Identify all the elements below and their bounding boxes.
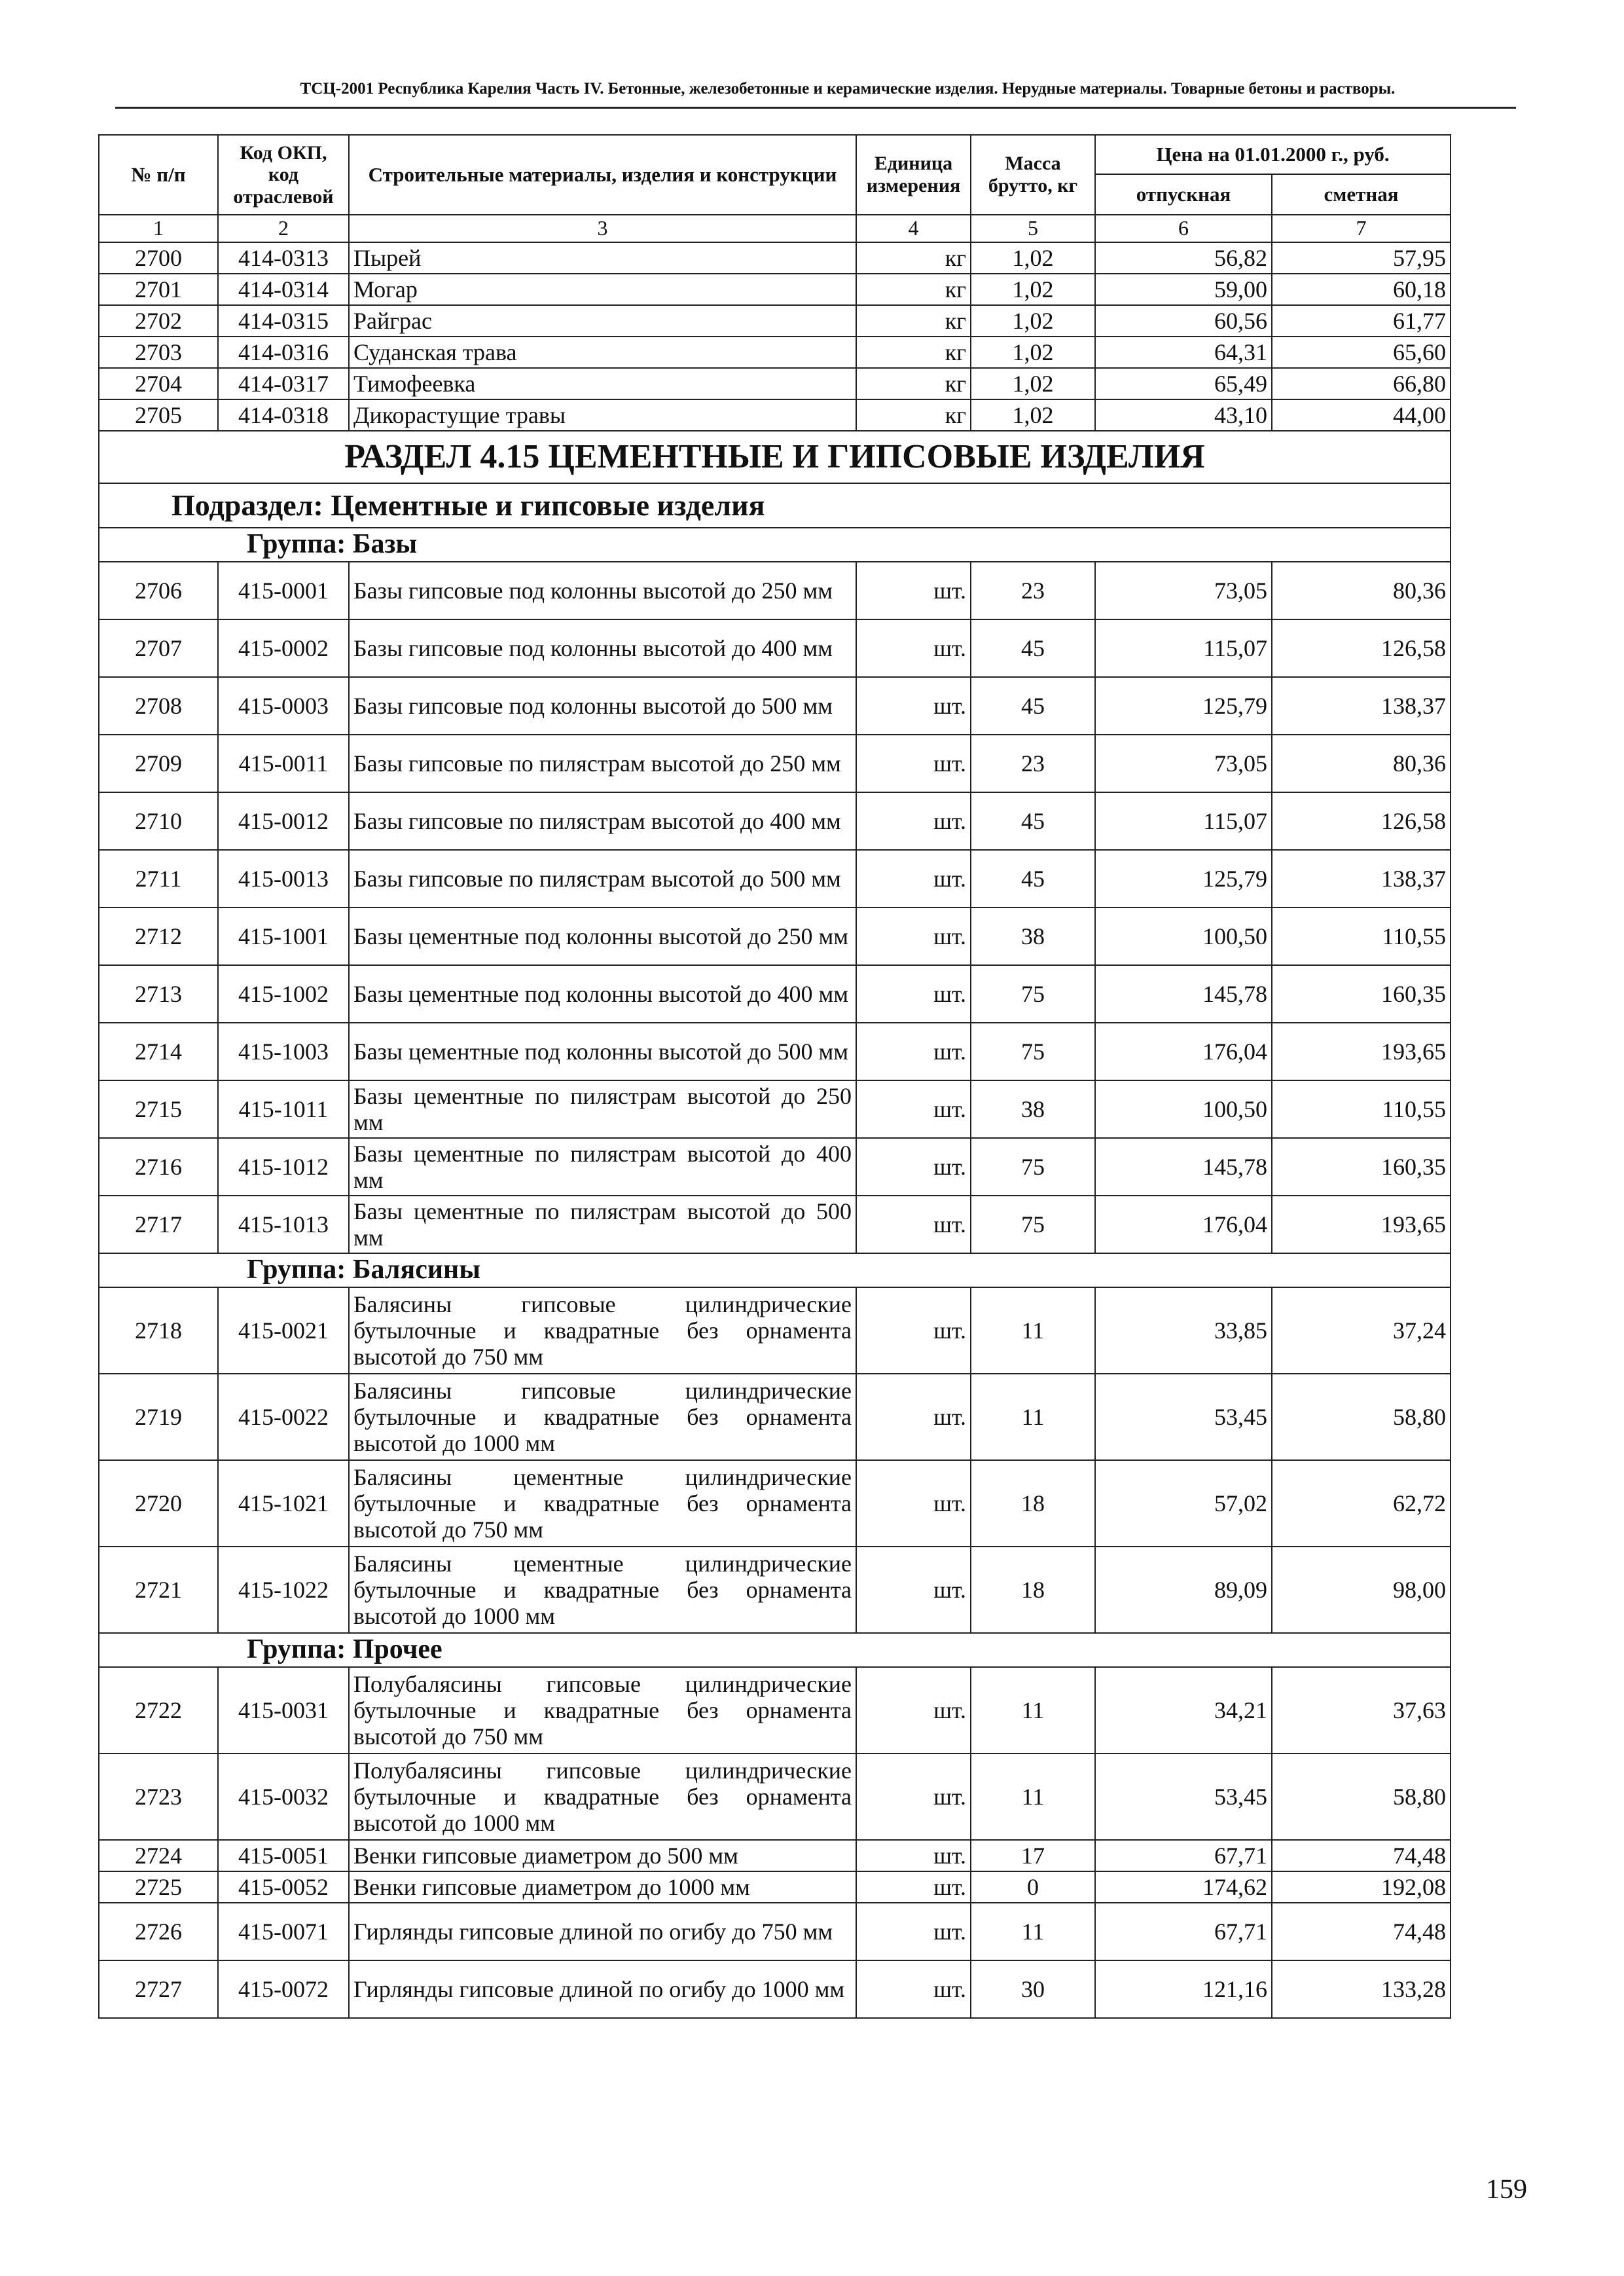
item-name: Гирлянды гипсовые длиной по огибу до 1000 мм — [349, 1960, 856, 2018]
item-unit: кг — [856, 305, 971, 337]
item-number: 2706 — [99, 562, 218, 619]
table-row — [99, 792, 1451, 850]
item-price-release: 121,16 — [1095, 1960, 1272, 2018]
item-price-release: 43,10 — [1095, 399, 1272, 431]
item-price-estimate: 44,00 — [1272, 399, 1451, 431]
item-name: Полубалясины гипсовые цилиндрические бутылочные и квадратные без орнамента высотой до 1000 мм — [349, 1753, 856, 1840]
item-price-estimate: 37,63 — [1272, 1667, 1451, 1753]
item-price-estimate: 65,60 — [1272, 337, 1451, 368]
col-header-price-group: Цена на 01.01.2000 г., руб. — [1095, 135, 1451, 174]
item-unit: шт. — [856, 1840, 971, 1871]
item-price-release: 33,85 — [1095, 1287, 1272, 1374]
item-name: Базы гипсовые по пилястрам высотой до 400 мм — [349, 792, 856, 850]
item-name: Балясины цементные цилиндрические бутылочные и квадратные без орнамента высотой до 750 мм — [349, 1460, 856, 1547]
item-number: 2701 — [99, 274, 218, 305]
item-unit: кг — [856, 242, 971, 274]
item-price-release: 115,07 — [1095, 619, 1272, 677]
item-name: Балясины гипсовые цилиндрические бутылочные и квадратные без орнамента высотой до 750 мм — [349, 1287, 856, 1374]
item-price-estimate: 193,65 — [1272, 1196, 1451, 1253]
item-mass: 75 — [971, 965, 1095, 1023]
item-price-release: 59,00 — [1095, 274, 1272, 305]
item-unit: шт. — [856, 965, 971, 1023]
item-price-release: 89,09 — [1095, 1547, 1272, 1633]
item-code: 415-1021 — [218, 1460, 349, 1547]
table-row — [99, 562, 1451, 619]
col-number: 7 — [1272, 215, 1451, 242]
item-price-release: 125,79 — [1095, 677, 1272, 735]
group-title-row — [99, 528, 1451, 562]
item-unit: шт. — [856, 735, 971, 792]
item-name: Базы гипсовые под колонны высотой до 500 мм — [349, 677, 856, 735]
item-price-estimate: 193,65 — [1272, 1023, 1451, 1080]
item-price-release: 53,45 — [1095, 1753, 1272, 1840]
table-row — [99, 1023, 1451, 1080]
item-number: 2724 — [99, 1840, 218, 1871]
table-body — [99, 242, 1451, 2018]
item-price-release: 145,78 — [1095, 965, 1272, 1023]
running-title: ТСЦ-2001 Республика Карелия Часть IV. Бетонные, железобетонные и керамические изделия. Нерудные материалы. Товарные бетоны и растворы. — [300, 80, 1396, 98]
item-mass: 1,02 — [971, 368, 1095, 399]
item-unit: шт. — [856, 1196, 971, 1253]
item-price-estimate: 160,35 — [1272, 1138, 1451, 1196]
table-row — [99, 619, 1451, 677]
item-unit: шт. — [856, 1903, 971, 1960]
item-code: 415-1022 — [218, 1547, 349, 1633]
item-name: Пырей — [349, 242, 856, 274]
item-price-release: 174,62 — [1095, 1871, 1272, 1903]
item-mass: 38 — [971, 1080, 1095, 1138]
col-header-price-release: отпускная — [1095, 174, 1272, 215]
item-number: 2702 — [99, 305, 218, 337]
item-name: Базы цементные под колонны высотой до 250 мм — [349, 908, 856, 965]
table-row — [99, 1374, 1451, 1460]
item-price-estimate: 110,55 — [1272, 1080, 1451, 1138]
item-name: Базы гипсовые под колонны высотой до 250 мм — [349, 562, 856, 619]
table-row — [99, 274, 1451, 305]
table-row — [99, 368, 1451, 399]
item-number: 2718 — [99, 1287, 218, 1374]
item-code: 415-0022 — [218, 1374, 349, 1460]
table-row — [99, 850, 1451, 908]
item-price-release: 60,56 — [1095, 305, 1272, 337]
item-price-release: 56,82 — [1095, 242, 1272, 274]
item-unit: шт. — [856, 1374, 971, 1460]
item-price-estimate: 138,37 — [1272, 850, 1451, 908]
item-price-release: 176,04 — [1095, 1196, 1272, 1253]
table-row — [99, 242, 1451, 274]
item-price-release: 64,31 — [1095, 337, 1272, 368]
table-row — [99, 1753, 1451, 1840]
item-mass: 1,02 — [971, 337, 1095, 368]
item-unit: кг — [856, 274, 971, 305]
item-code: 415-0072 — [218, 1960, 349, 2018]
col-number: 3 — [349, 215, 856, 242]
item-name: Венки гипсовые диаметром до 500 мм — [349, 1840, 856, 1871]
item-unit: шт. — [856, 1287, 971, 1374]
item-mass: 11 — [971, 1753, 1095, 1840]
item-name: Суданская трава — [349, 337, 856, 368]
item-code: 415-0003 — [218, 677, 349, 735]
item-code: 415-1012 — [218, 1138, 349, 1196]
item-code: 415-0021 — [218, 1287, 349, 1374]
item-mass: 17 — [971, 1840, 1095, 1871]
col-number: 5 — [971, 215, 1095, 242]
item-code: 415-1003 — [218, 1023, 349, 1080]
item-unit: шт. — [856, 1080, 971, 1138]
item-price-estimate: 61,77 — [1272, 305, 1451, 337]
item-code: 415-0011 — [218, 735, 349, 792]
item-number: 2705 — [99, 399, 218, 431]
col-number: 4 — [856, 215, 971, 242]
table-row — [99, 399, 1451, 431]
item-number: 2727 — [99, 1960, 218, 2018]
item-code: 414-0313 — [218, 242, 349, 274]
item-mass: 1,02 — [971, 399, 1095, 431]
item-price-estimate: 160,35 — [1272, 965, 1451, 1023]
col-header-price-estimate: сметная — [1272, 174, 1451, 215]
item-unit: шт. — [856, 1871, 971, 1903]
item-price-release: 115,07 — [1095, 792, 1272, 850]
col-header-okp: Код ОКП, код отраслевой — [218, 135, 349, 215]
col-header-unit: Единица измерения — [856, 135, 971, 215]
item-unit: шт. — [856, 792, 971, 850]
item-unit: кг — [856, 399, 971, 431]
item-mass: 45 — [971, 850, 1095, 908]
item-price-release: 125,79 — [1095, 850, 1272, 908]
item-number: 2704 — [99, 368, 218, 399]
price-table — [98, 134, 1451, 2019]
item-price-release: 67,71 — [1095, 1903, 1272, 1960]
item-name: Базы цементные по пилястрам высотой до 500 мм — [349, 1196, 856, 1253]
table-row — [99, 677, 1451, 735]
item-mass: 75 — [971, 1023, 1095, 1080]
item-number: 2700 — [99, 242, 218, 274]
item-price-release: 145,78 — [1095, 1138, 1272, 1196]
item-code: 415-0012 — [218, 792, 349, 850]
item-mass: 75 — [971, 1138, 1095, 1196]
item-price-estimate: 126,58 — [1272, 619, 1451, 677]
item-code: 415-1011 — [218, 1080, 349, 1138]
item-price-estimate: 126,58 — [1272, 792, 1451, 850]
item-number: 2723 — [99, 1753, 218, 1840]
item-number: 2716 — [99, 1138, 218, 1196]
item-name: Базы цементные по пилястрам высотой до 400 мм — [349, 1138, 856, 1196]
item-number: 2722 — [99, 1667, 218, 1753]
item-price-release: 73,05 — [1095, 562, 1272, 619]
item-price-estimate: 138,37 — [1272, 677, 1451, 735]
item-price-release: 100,50 — [1095, 908, 1272, 965]
item-number: 2715 — [99, 1080, 218, 1138]
item-number: 2726 — [99, 1903, 218, 1960]
item-unit: шт. — [856, 677, 971, 735]
item-name: Базы цементные под колонны высотой до 500 мм — [349, 1023, 856, 1080]
table-row — [99, 337, 1451, 368]
item-number: 2713 — [99, 965, 218, 1023]
item-number: 2710 — [99, 792, 218, 850]
item-unit: шт. — [856, 1667, 971, 1753]
item-price-estimate: 37,24 — [1272, 1287, 1451, 1374]
item-mass: 1,02 — [971, 305, 1095, 337]
item-code: 415-1001 — [218, 908, 349, 965]
table-row — [99, 1871, 1451, 1903]
item-code: 414-0318 — [218, 399, 349, 431]
table-row — [99, 1080, 1451, 1138]
item-price-estimate: 192,08 — [1272, 1871, 1451, 1903]
item-mass: 45 — [971, 792, 1095, 850]
item-code: 415-1013 — [218, 1196, 349, 1253]
item-unit: шт. — [856, 1460, 971, 1547]
col-number: 6 — [1095, 215, 1272, 242]
item-name: Полубалясины гипсовые цилиндрические бутылочные и квадратные без орнамента высотой до 750 мм — [349, 1667, 856, 1753]
item-price-estimate: 110,55 — [1272, 908, 1451, 965]
item-name: Балясины цементные цилиндрические бутылочные и квадратные без орнамента высотой до 1000 мм — [349, 1547, 856, 1633]
item-number: 2717 — [99, 1196, 218, 1253]
item-price-estimate: 80,36 — [1272, 562, 1451, 619]
item-price-estimate: 58,80 — [1272, 1753, 1451, 1840]
item-price-estimate: 74,48 — [1272, 1840, 1451, 1871]
col-number: 1 — [99, 215, 218, 242]
item-price-release: 73,05 — [1095, 735, 1272, 792]
header-rule — [115, 107, 1516, 109]
col-header-name: Строительные материалы, изделия и конструкции — [349, 135, 856, 215]
item-code: 414-0315 — [218, 305, 349, 337]
item-code: 415-0071 — [218, 1903, 349, 1960]
item-mass: 18 — [971, 1547, 1095, 1633]
item-mass: 45 — [971, 677, 1095, 735]
item-name: Базы цементные под колонны высотой до 400 мм — [349, 965, 856, 1023]
price-table-container — [98, 134, 1450, 2019]
table-row — [99, 1960, 1451, 2018]
item-unit: шт. — [856, 850, 971, 908]
section-title-row — [99, 431, 1451, 483]
item-name: Дикорастущие травы — [349, 399, 856, 431]
item-mass: 11 — [971, 1374, 1095, 1460]
item-mass: 18 — [971, 1460, 1095, 1547]
col-number: 2 — [218, 215, 349, 242]
item-price-estimate: 133,28 — [1272, 1960, 1451, 2018]
item-mass: 0 — [971, 1871, 1095, 1903]
item-price-release: 67,71 — [1095, 1840, 1272, 1871]
item-code: 415-0013 — [218, 850, 349, 908]
table-row — [99, 1903, 1451, 1960]
item-number: 2712 — [99, 908, 218, 965]
item-price-estimate: 62,72 — [1272, 1460, 1451, 1547]
item-code: 415-0051 — [218, 1840, 349, 1871]
table-row — [99, 908, 1451, 965]
item-price-estimate: 66,80 — [1272, 368, 1451, 399]
item-price-estimate: 98,00 — [1272, 1547, 1451, 1633]
item-mass: 1,02 — [971, 274, 1095, 305]
table-row — [99, 1138, 1451, 1196]
item-name: Базы цементные по пилястрам высотой до 250 мм — [349, 1080, 856, 1138]
table-row — [99, 965, 1451, 1023]
item-name: Райграс — [349, 305, 856, 337]
table-row — [99, 305, 1451, 337]
group-title: Группа: Балясины — [99, 1253, 1451, 1287]
col-header-mass: Масса брутто, кг — [971, 135, 1095, 215]
item-code: 415-1002 — [218, 965, 349, 1023]
table-row — [99, 1547, 1451, 1633]
table-row — [99, 1287, 1451, 1374]
item-price-release: 53,45 — [1095, 1374, 1272, 1460]
item-mass: 30 — [971, 1960, 1095, 2018]
item-number: 2720 — [99, 1460, 218, 1547]
item-price-release: 34,21 — [1095, 1667, 1272, 1753]
item-mass: 38 — [971, 908, 1095, 965]
subsection-title: Подраздел: Цементные и гипсовые изделия — [99, 483, 1451, 528]
item-name: Базы гипсовые по пилястрам высотой до 250 мм — [349, 735, 856, 792]
item-mass: 75 — [971, 1196, 1095, 1253]
item-price-estimate: 58,80 — [1272, 1374, 1451, 1460]
item-code: 415-0002 — [218, 619, 349, 677]
item-name: Тимофеевка — [349, 368, 856, 399]
item-unit: шт. — [856, 1960, 971, 2018]
item-unit: шт. — [856, 1023, 971, 1080]
column-numbers-row — [99, 215, 1451, 242]
item-price-estimate: 74,48 — [1272, 1903, 1451, 1960]
table-row — [99, 1196, 1451, 1253]
item-name: Могар — [349, 274, 856, 305]
item-unit: шт. — [856, 908, 971, 965]
page-number: 159 — [1486, 2175, 1527, 2205]
item-name: Гирлянды гипсовые длиной по огибу до 750 мм — [349, 1903, 856, 1960]
item-unit: шт. — [856, 1138, 971, 1196]
table-row — [99, 1667, 1451, 1753]
item-mass: 23 — [971, 735, 1095, 792]
item-unit: шт. — [856, 1753, 971, 1840]
item-price-release: 100,50 — [1095, 1080, 1272, 1138]
table-row — [99, 1460, 1451, 1547]
item-code: 415-0031 — [218, 1667, 349, 1753]
table-header — [99, 135, 1451, 242]
item-number: 2711 — [99, 850, 218, 908]
item-unit: шт. — [856, 1547, 971, 1633]
item-number: 2707 — [99, 619, 218, 677]
item-name: Венки гипсовые диаметром до 1000 мм — [349, 1871, 856, 1903]
item-price-estimate: 60,18 — [1272, 274, 1451, 305]
group-title-row — [99, 1253, 1451, 1287]
item-price-release: 65,49 — [1095, 368, 1272, 399]
item-mass: 11 — [971, 1287, 1095, 1374]
item-name: Балясины гипсовые цилиндрические бутылочные и квадратные без орнамента высотой до 1000 мм — [349, 1374, 856, 1460]
item-unit: кг — [856, 368, 971, 399]
item-code: 415-0052 — [218, 1871, 349, 1903]
item-price-release: 176,04 — [1095, 1023, 1272, 1080]
col-header-num: № п/п — [99, 135, 218, 215]
item-unit: шт. — [856, 619, 971, 677]
item-number: 2703 — [99, 337, 218, 368]
item-price-estimate: 80,36 — [1272, 735, 1451, 792]
item-code: 415-0032 — [218, 1753, 349, 1840]
item-mass: 45 — [971, 619, 1095, 677]
group-title: Группа: Базы — [99, 528, 1451, 562]
group-title-row — [99, 1633, 1451, 1667]
item-price-estimate: 57,95 — [1272, 242, 1451, 274]
item-code: 414-0316 — [218, 337, 349, 368]
item-price-release: 57,02 — [1095, 1460, 1272, 1547]
item-number: 2719 — [99, 1374, 218, 1460]
item-number: 2721 — [99, 1547, 218, 1633]
item-name: Базы гипсовые по пилястрам высотой до 500 мм — [349, 850, 856, 908]
item-number: 2709 — [99, 735, 218, 792]
item-code: 415-0001 — [218, 562, 349, 619]
table-row — [99, 735, 1451, 792]
item-name: Базы гипсовые под колонны высотой до 400 мм — [349, 619, 856, 677]
group-title: Группа: Прочее — [99, 1633, 1451, 1667]
item-mass: 1,02 — [971, 242, 1095, 274]
item-mass: 11 — [971, 1667, 1095, 1753]
item-mass: 11 — [971, 1903, 1095, 1960]
item-code: 414-0317 — [218, 368, 349, 399]
table-row — [99, 1840, 1451, 1871]
item-number: 2725 — [99, 1871, 218, 1903]
section-title: РАЗДЕЛ 4.15 ЦЕМЕНТНЫЕ И ГИПСОВЫЕ ИЗДЕЛИЯ — [99, 431, 1451, 483]
item-unit: шт. — [856, 562, 971, 619]
item-mass: 23 — [971, 562, 1095, 619]
item-unit: кг — [856, 337, 971, 368]
item-code: 414-0314 — [218, 274, 349, 305]
subsection-title-row — [99, 483, 1451, 528]
item-number: 2708 — [99, 677, 218, 735]
item-number: 2714 — [99, 1023, 218, 1080]
